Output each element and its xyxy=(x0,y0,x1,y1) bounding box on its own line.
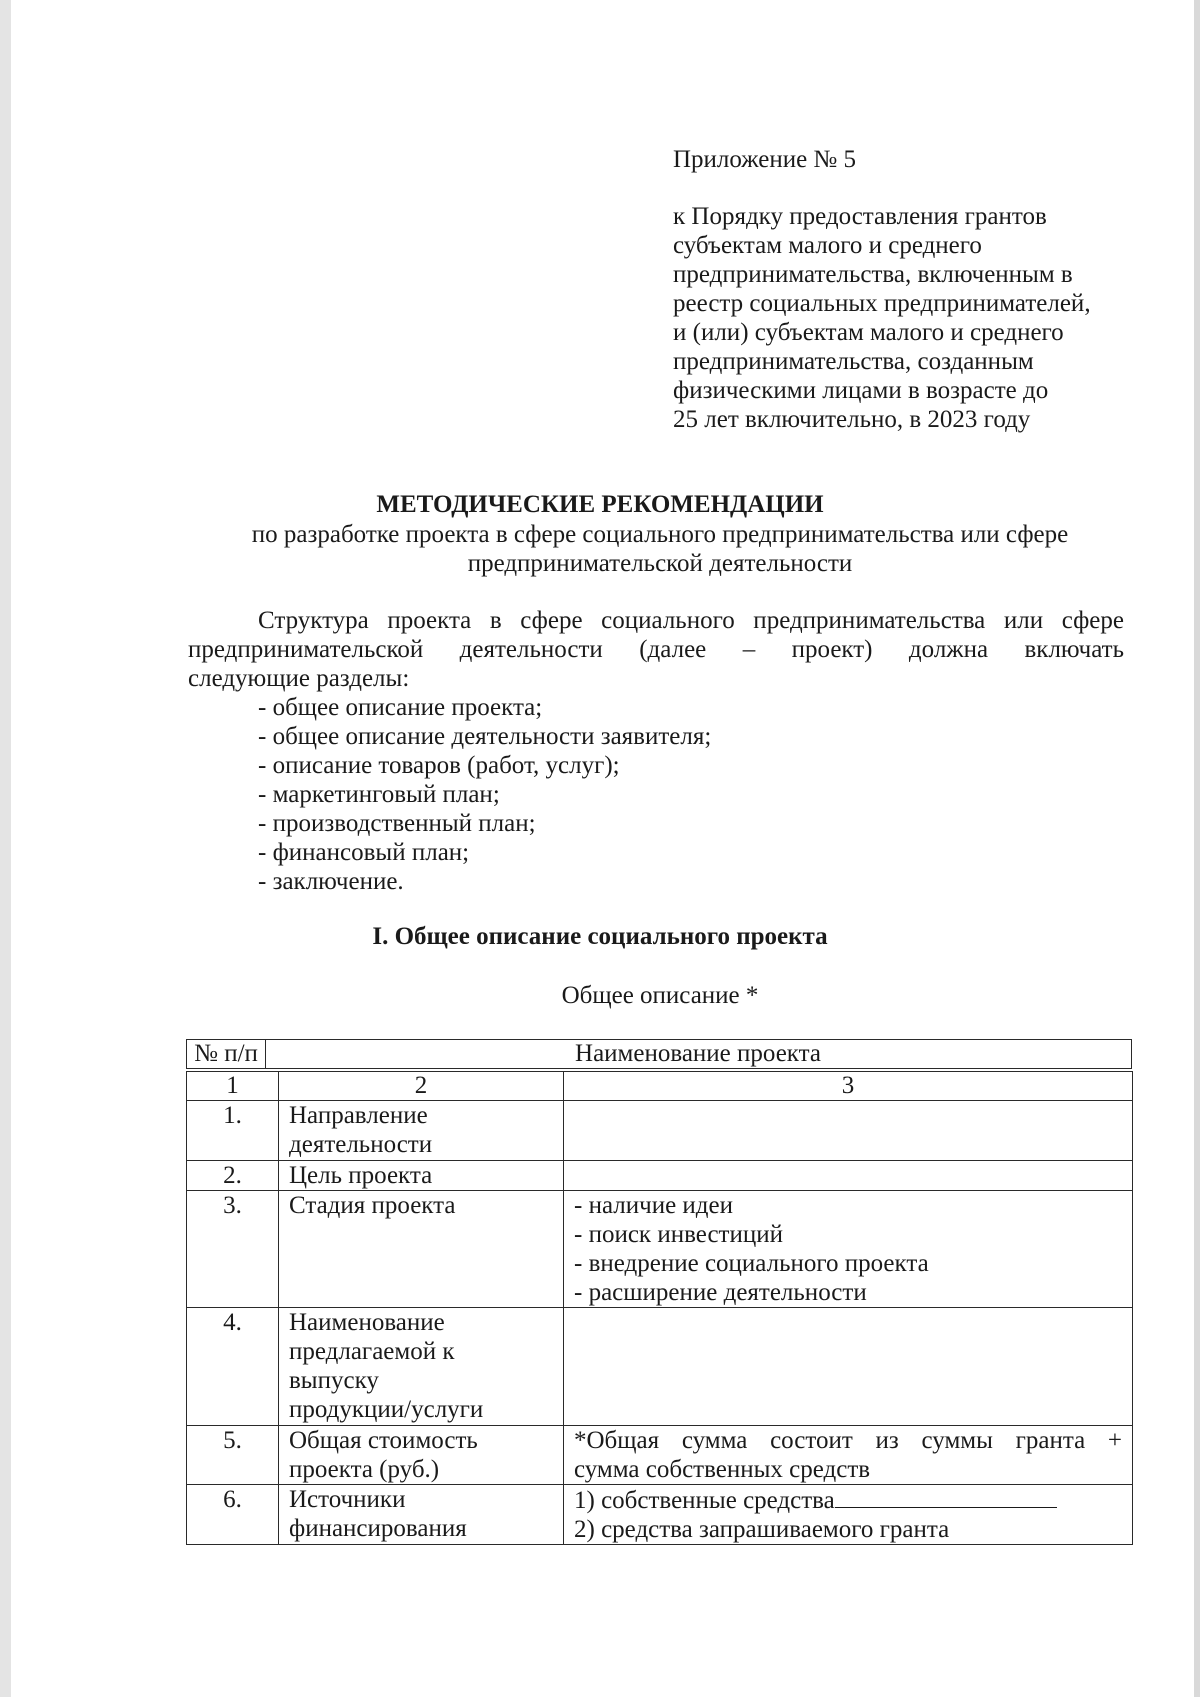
appendix-label: Приложение № 5 xyxy=(673,146,857,173)
row-value-cell xyxy=(564,1308,1133,1426)
appendix-line: к Порядку предоставления грантов xyxy=(673,203,1047,230)
list-item: - финансовый план; xyxy=(258,839,470,866)
sections-list xyxy=(258,693,711,896)
row-name-cell xyxy=(279,1101,564,1161)
row-number-cell: 1. xyxy=(187,1101,279,1161)
row-number-cell: 5. xyxy=(187,1426,279,1485)
appendix-reference xyxy=(673,202,1143,434)
row-value-cell xyxy=(564,1191,1133,1308)
table-caption: Общее описание * xyxy=(561,982,759,1009)
total-cost-note: сумма собственных средств xyxy=(574,1456,871,1483)
table-row xyxy=(187,1485,1133,1545)
appendix-line: предпринимательства, созданным xyxy=(673,348,1034,375)
cell-line: Цель проекта xyxy=(289,1162,433,1189)
cell-line: предлагаемой к xyxy=(289,1338,455,1365)
row-number-cell: 3. xyxy=(187,1191,279,1308)
cell-line: Общая стоимость xyxy=(289,1427,478,1454)
row-name-cell xyxy=(279,1161,564,1191)
header-name-cell: Наименование проекта xyxy=(575,1040,821,1067)
document-subtitle xyxy=(180,520,1140,578)
column-number-cell: 3 xyxy=(564,1072,1133,1101)
project-stage-option: - наличие идеи xyxy=(574,1192,733,1219)
cell-line: финансирования xyxy=(289,1515,467,1542)
row-name-cell xyxy=(279,1308,564,1426)
intro-line: следующие разделы: xyxy=(188,665,410,692)
fill-in-line xyxy=(835,1485,1057,1508)
table-row xyxy=(187,1191,1133,1308)
table-row xyxy=(187,1161,1133,1191)
intro-paragraph xyxy=(188,606,1124,664)
intro-line: Структура проекта в сфере социального предпринимательства или сфере xyxy=(258,607,1124,634)
funding-source-label: 1) собственные средства xyxy=(574,1487,835,1514)
cell-line: выпуску xyxy=(289,1367,379,1394)
funding-source: 2) средства запрашиваемого гранта xyxy=(574,1516,950,1543)
row-value-cell xyxy=(564,1426,1133,1485)
row-number-cell: 6. xyxy=(187,1485,279,1545)
column-number-cell: 1 xyxy=(187,1072,279,1101)
row-number-cell: 2. xyxy=(187,1161,279,1191)
table-row xyxy=(187,1308,1133,1426)
row-number-cell: 4. xyxy=(187,1308,279,1426)
appendix-line: предпринимательства, включенным в xyxy=(673,261,1073,288)
appendix-line: субъектам малого и среднего xyxy=(673,232,982,259)
subtitle-line: по разработке проекта в сфере социального предпринимательства или сфере xyxy=(251,521,1069,548)
project-table xyxy=(186,1071,1133,1545)
list-item: - общее описание проекта; xyxy=(258,694,543,721)
intro-line: предпринимательской деятельности (далее – проект) должна включать xyxy=(188,636,1124,663)
appendix-line: 25 лет включительно, в 2023 году xyxy=(673,406,1031,433)
list-item: - маркетинговый план; xyxy=(258,781,500,808)
cell-line: Стадия проекта xyxy=(289,1192,456,1219)
row-value-cell xyxy=(564,1161,1133,1191)
column-number-cell: 2 xyxy=(279,1072,564,1101)
table-row xyxy=(187,1101,1133,1161)
table-header xyxy=(186,1039,1132,1069)
section-heading: I. Общее описание социального проекта xyxy=(372,923,828,950)
appendix-line: реестр социальных предпринимателей, xyxy=(673,290,1091,317)
table-row xyxy=(187,1072,1133,1101)
total-cost-note: *Общая сумма состоит из суммы гранта + xyxy=(574,1427,1122,1454)
list-item: - заключение. xyxy=(258,868,404,895)
scan-right-edge xyxy=(1194,0,1200,1697)
row-name-cell xyxy=(279,1485,564,1545)
list-item: - описание товаров (работ, услуг); xyxy=(258,752,620,779)
row-value-cell xyxy=(564,1485,1133,1545)
cell-line: Наименование xyxy=(289,1309,445,1336)
row-value-cell xyxy=(564,1101,1133,1161)
header-number-cell: № п/п xyxy=(187,1040,266,1068)
appendix-line: и (или) субъектам малого и среднего xyxy=(673,319,1064,346)
appendix-line: физическими лицами в возрасте до xyxy=(673,377,1049,404)
cell-line: проекта (руб.) xyxy=(289,1456,440,1483)
subtitle-line: предпринимательской деятельности xyxy=(467,550,853,577)
cell-line: Источники xyxy=(289,1486,406,1513)
row-name-cell xyxy=(279,1191,564,1308)
document-title: МЕТОДИЧЕСКИЕ РЕКОМЕНДАЦИИ xyxy=(376,491,824,518)
cell-line: продукции/услуги xyxy=(289,1396,484,1423)
cell-line: деятельности xyxy=(289,1131,433,1158)
row-name-cell xyxy=(279,1426,564,1485)
scan-left-edge xyxy=(0,0,11,1697)
project-stage-option: - внедрение социального проекта xyxy=(574,1250,929,1277)
cell-line: Направление xyxy=(289,1102,428,1129)
table-row xyxy=(187,1426,1133,1485)
list-item: - производственный план; xyxy=(258,810,536,837)
project-stage-option: - расширение деятельности xyxy=(574,1279,867,1306)
project-stage-option: - поиск инвестиций xyxy=(574,1221,783,1248)
funding-source xyxy=(574,1485,1122,1515)
list-item: - общее описание деятельности заявителя; xyxy=(258,723,712,750)
